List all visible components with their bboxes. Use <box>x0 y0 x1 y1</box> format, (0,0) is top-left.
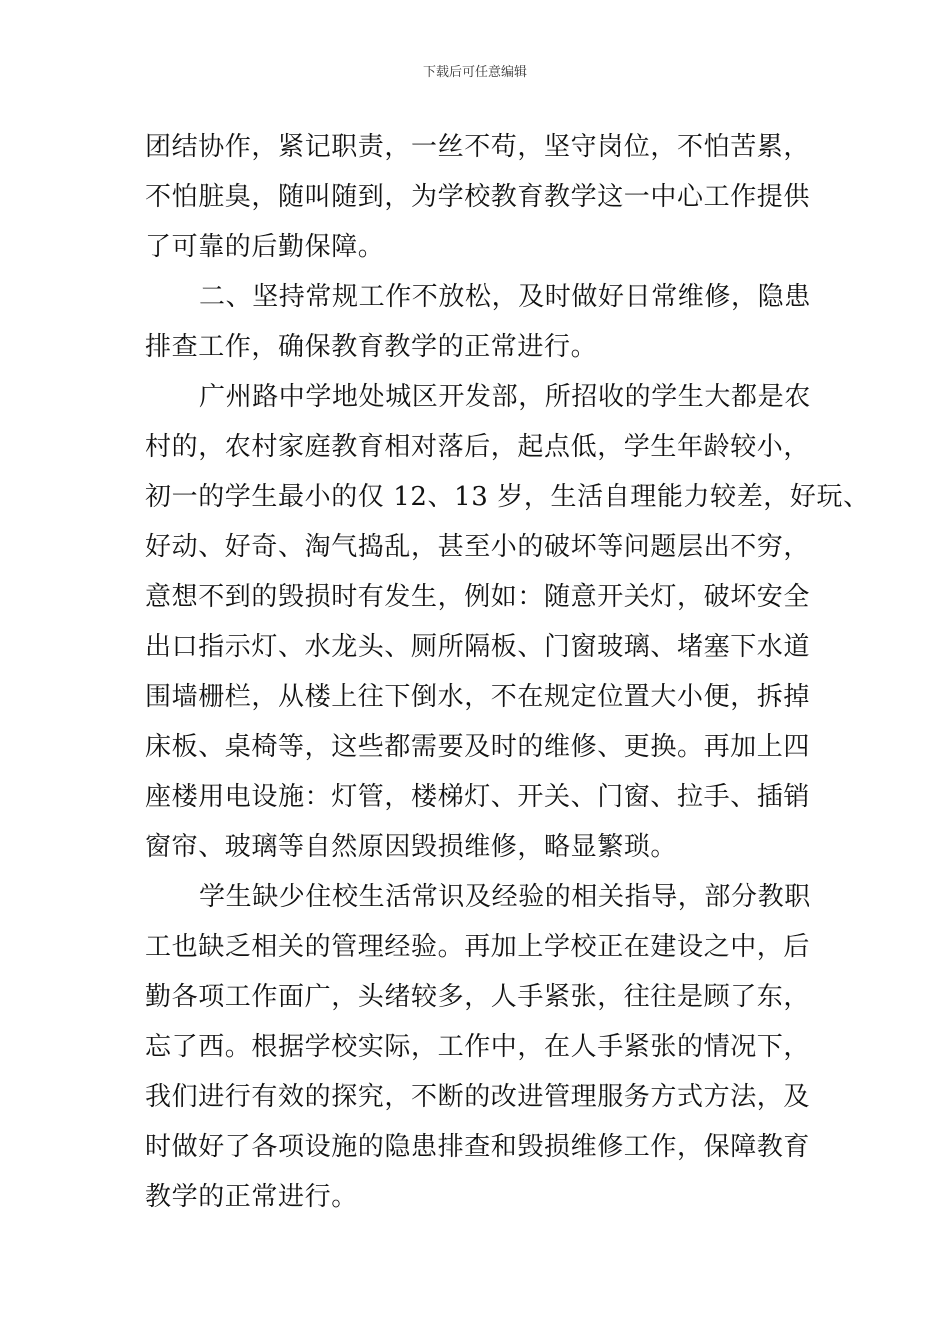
text-line: 团结协作，紧记职责，一丝不苟，坚守岗位，不怕苦累， <box>145 132 811 162</box>
text-line: 不怕脏臭，随叫随到，为学校教育教学这一中心工作提供 <box>145 182 811 212</box>
text-line: 学生缺少住校生活常识及经验的相关指导，部分教职 <box>199 882 811 912</box>
text-line: 床板、桌椅等，这些都需要及时的维修、更换。再加上四 <box>145 732 811 762</box>
text-line: 好动、好奇、淘气捣乱，甚至小的破坏等问题层出不穷， <box>145 532 811 562</box>
text-line: 二、坚持常规工作不放松，及时做好日常维修，隐患 <box>199 282 811 312</box>
paragraph-3 <box>145 372 870 872</box>
text-line: 意想不到的毁损时有发生，例如：随意开关灯，破坏安全 <box>145 582 811 612</box>
text-line: 忘了西。根据学校实际，工作中，在人手紧张的情况下， <box>145 1032 811 1062</box>
text-line: 村的，农村家庭教育相对落后，起点低，学生年龄较小， <box>145 432 811 462</box>
text-line: 我们进行有效的探究，不断的改进管理服务方式方法，及 <box>145 1082 811 1112</box>
text-line: 座楼用电设施：灯管，楼梯灯、开关、门窗、拉手、插销 <box>145 782 811 812</box>
paragraph-4 <box>145 872 825 1222</box>
text-line: 时做好了各项设施的隐患排查和毁损维修工作，保障教育 <box>145 1132 811 1162</box>
text-line: 初一的学生最小的仅 12、13 岁，生活自理能力较差，好玩、 <box>145 482 870 512</box>
paragraph-1 <box>145 122 825 272</box>
text-line: 出口指示灯、水龙头、厕所隔板、门窗玻璃、堵塞下水道 <box>145 632 811 662</box>
text-line: 窗帘、玻璃等自然原因毁损维修，略显繁琐。 <box>145 832 678 862</box>
text-line: 广州路中学地处城区开发部，所招收的学生大都是农 <box>199 382 811 412</box>
text-line: 勤各项工作面广，头绪较多，人手紧张，往往是顾了东， <box>145 982 811 1012</box>
document-body <box>145 122 870 1222</box>
text-line: 教学的正常进行。 <box>145 1182 358 1212</box>
page-header: 下载后可任意编辑 <box>422 65 527 80</box>
text-line: 围墙栅栏，从楼上往下倒水，不在规定位置大小便，拆掉 <box>145 682 811 712</box>
text-line: 了可靠的后勤保障。 <box>145 232 385 262</box>
text-line: 排查工作，确保教育教学的正常进行。 <box>145 332 598 362</box>
paragraph-2 <box>145 272 825 372</box>
text-line: 工也缺乏相关的管理经验。再加上学校正在建设之中，后 <box>145 932 811 962</box>
